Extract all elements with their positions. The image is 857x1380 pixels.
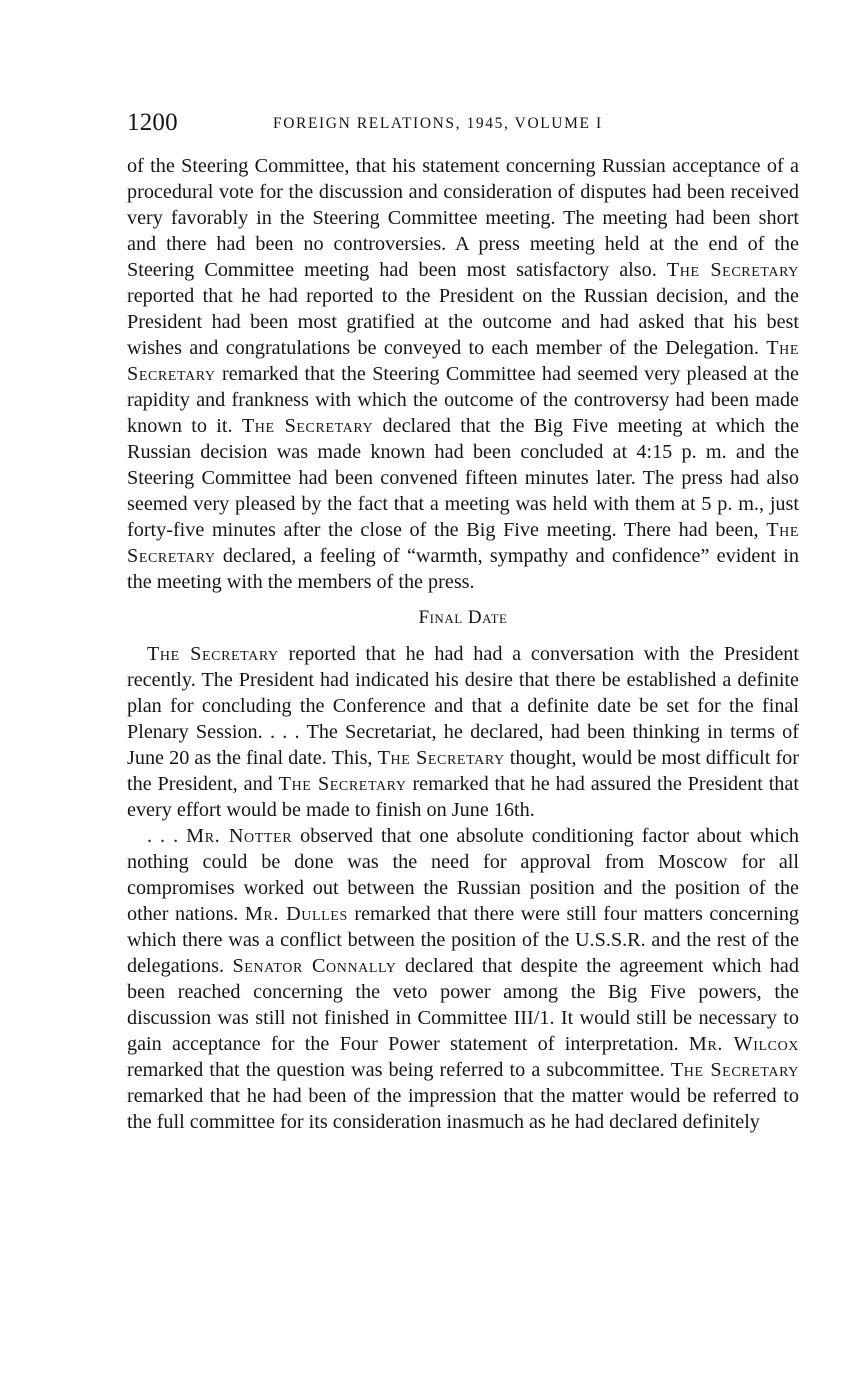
speaker-mr-dulles: Mr. Dulles — [244, 903, 348, 925]
running-header — [127, 108, 799, 138]
body-text — [127, 153, 799, 1135]
speaker-the-secretary: The Secretary — [127, 519, 799, 567]
text-run: thought, would be most difficult for the President, and — [127, 747, 799, 795]
text-run: remarked that he had assured the President that every effort would be made to finish on June 16th. — [127, 773, 799, 821]
ellipsis: . . . — [147, 825, 187, 847]
section-heading-final-date: Final Date — [418, 607, 508, 628]
text-run: reported that he had reported to the President on the Russian decision, and the President had been most gratified at the outcome and had asked that his best wishes and congratulations be conveyed to each member of the Delegation. — [127, 285, 799, 359]
text-run: observed that one absolute conditioning factor about which nothing could be done was the need for approval from Moscow for all compromises worked out between the Russian position and the position of the other nations. — [127, 825, 799, 925]
text-run: remarked that he had been of the impression that the matter would be referred to the full committee for its consideration inasmuch as he had declared definitely — [127, 1085, 799, 1133]
text-run: declared, a feeling of “warmth, sympathy and confidence” evident in the meeting with the members of the press. — [127, 545, 799, 593]
text-run: declared that the Big Five meeting at which the Russian decision was made known had been concluded at 4:15 p. m. and the Steering Committee had been convened fifteen minutes later. The press had also seemed very pleased by the fact that a meeting was held with them at 5 p. m., just forty-five minutes after the close of the Big Five meeting. There had been, — [127, 415, 799, 541]
speaker-the-secretary: The Secretary — [666, 259, 799, 281]
text-run: declared that despite the agreement which had been reached concerning the veto power among the Big Five powers, the discussion was still not finished in Committee III/1. It would still be necessary to gain acceptance for the Four Power statement of interpretation. — [127, 955, 799, 1055]
running-title: FOREIGN RELATIONS, 1945, VOLUME I — [273, 115, 603, 132]
page-number: 1200 — [127, 109, 178, 136]
speaker-the-secretary: The Secretary — [241, 415, 374, 437]
speaker-the-secretary: The Secretary — [670, 1059, 799, 1081]
paragraph-final-date — [127, 641, 799, 823]
speaker-the-secretary: The Secretary — [127, 337, 799, 385]
speaker-the-secretary: The Secretary — [377, 747, 505, 769]
speaker-mr-wilcox: Mr. Wilcox — [688, 1033, 799, 1055]
speaker-senator-connally: Senator Connally — [232, 955, 397, 977]
text-run: remarked that there were still four matters concerning which there was a conflict between the position of the U.S.S.R. and the rest of the delegations. — [127, 903, 800, 977]
paragraph-discussion — [127, 823, 799, 1135]
text-run: reported that he had had a conversation with the President recently. The President had indicated his desire that there be established a definite plan for concluding the Conference and that a definite date be set for the final Plenary Session. . . . The Secretariat, he declared, had been thinking in terms of June 20 as the final date. This, — [127, 643, 799, 769]
speaker-the-secretary: The Secretary — [147, 643, 279, 665]
text-run: remarked that the Steering Committee had seemed very pleased at the rapidity and frankness with which the outcome of the controversy had been made known to it. — [127, 363, 799, 437]
text-run: remarked that the question was being referred to a subcommittee. — [127, 1059, 671, 1081]
speaker-the-secretary: The Secretary — [278, 773, 407, 795]
text-run: of the Steering Committee, that his statement concerning Russian acceptance of a procedural vote for the discussion and consideration of disputes had been received very favorably in the Steering Committee meeting. The meeting had been short and there had been no controversies. A press meeting held at the end of the Steering Committee meeting had been most satisfactory also. — [127, 155, 799, 281]
paragraph-continued — [127, 153, 799, 595]
speaker-mr-notter: Mr. Notter — [186, 825, 293, 847]
